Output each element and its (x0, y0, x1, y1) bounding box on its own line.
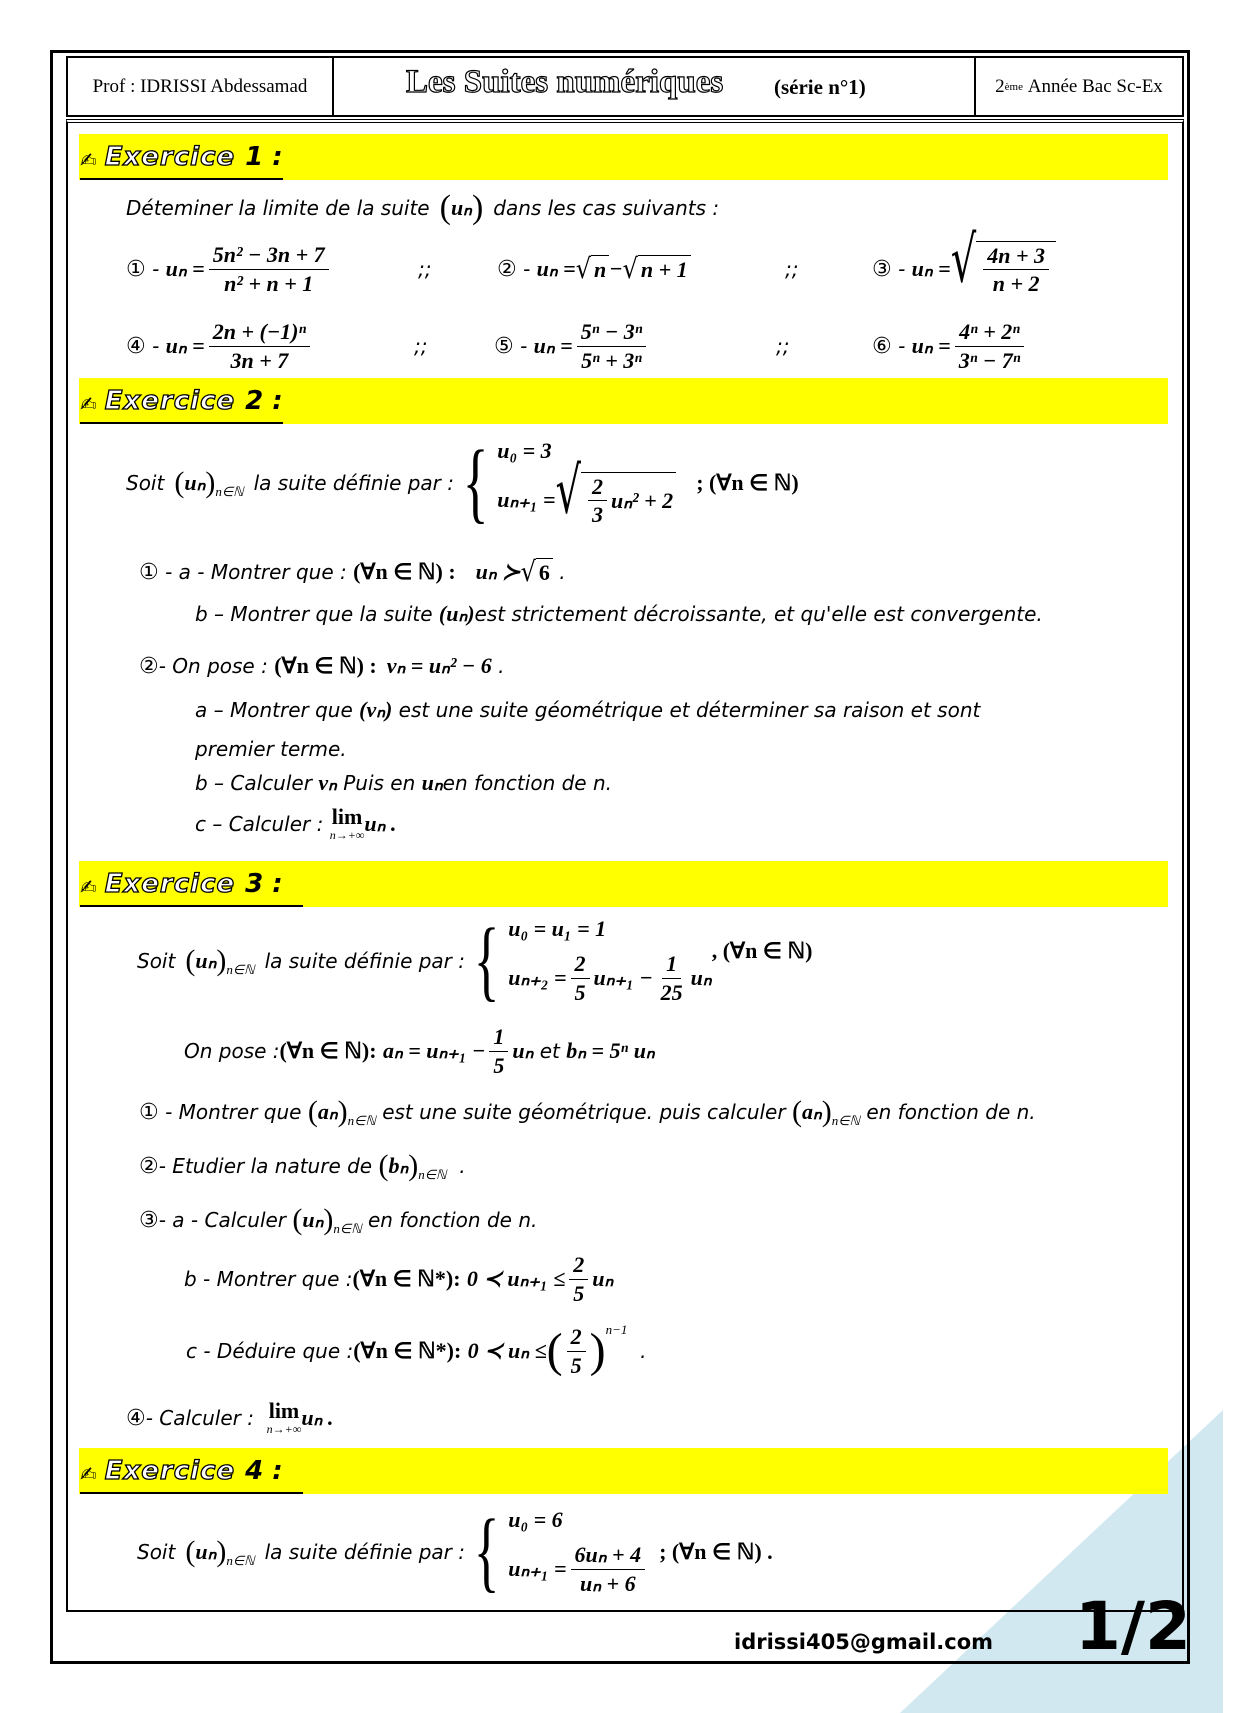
radicand: 6 (536, 558, 553, 586)
text: - (898, 334, 906, 358)
quantifier: ; (∀n ∈ ℕ) (696, 470, 799, 495)
text: c - Déduire que : (186, 1339, 354, 1363)
math: (uₙ) (438, 601, 475, 626)
exponent: n−1 (605, 1322, 628, 1337)
ex1-item-2 (497, 254, 691, 284)
math: bₙ (388, 1153, 409, 1178)
number-marker: ② (139, 1153, 159, 1179)
limit (266, 1397, 302, 1437)
ex1-item-1 (126, 242, 333, 296)
series-label: (série n°1) (774, 75, 866, 99)
math: uₙ (450, 195, 472, 220)
numerator: 1 (489, 1023, 508, 1052)
quantifier: (∀n ∈ ℕ): (279, 1038, 377, 1063)
ex1-item-3 (872, 223, 1056, 297)
index: n∈ℕ (347, 1113, 376, 1128)
math: − (609, 256, 623, 281)
math: uₙ₊₁ = (508, 1556, 567, 1581)
text: Puis en (343, 771, 416, 795)
ex2-definition: Soit ( uₙ ) n∈ℕ la suite définie par : { u₀ = 3 uₙ₊₁ = √ $\frac{2}{3}$ uₙ² + 2 ; (∀n ∈ ℕ) (126, 433, 799, 532)
number-marker: ③ (872, 256, 892, 282)
ex3-q1: ① - Montrer que ( aₙ ) n∈ℕ est une suite géométrique. puis calculer ( aₙ ) n∈ℕ en fonction de n. (139, 1095, 1036, 1128)
text: - (520, 334, 528, 358)
separator: ;; (785, 257, 799, 281)
quantifier: ; (∀n ∈ ℕ) . (659, 1539, 773, 1564)
page-number: 1/2 (1075, 1588, 1191, 1665)
title-text: Exercice (104, 869, 236, 899)
math: uₙ . (301, 1405, 334, 1430)
math: aₙ (801, 1099, 822, 1124)
text: - Calculer : (145, 1406, 254, 1430)
ex1-intro: Déteminer la limite de la suite ( uₙ ) dans les cas suivants : (126, 189, 720, 226)
text: - Etudier la nature de (158, 1154, 373, 1178)
lim: lim (268, 1397, 300, 1423)
math: uₙ = (536, 256, 576, 281)
fraction (983, 242, 1049, 298)
math: uₙ (195, 948, 217, 973)
text: est une suite géométrique et déterminer sa raison et sont (398, 698, 981, 722)
math: uₙ (592, 1266, 614, 1291)
denominator: 3 (592, 502, 604, 527)
ex3-definition: Soit ( uₙ ) n∈ℕ la suite définie par : { u₀ = u₁ = 1 uₙ₊₂ = $\frac{2}{5}$ uₙ₊₁ − $\frac{1}{25}$ uₙ , (∀n ∈ ℕ) (137, 911, 813, 1010)
math: uₙ . (364, 811, 397, 836)
text: - a - Calculer (158, 1208, 287, 1232)
math: 0 ≺ uₙ ≤ (467, 1338, 547, 1363)
math: uₙ² + 2 (611, 487, 674, 513)
text: - (898, 257, 906, 281)
index: n∈ℕ (831, 1113, 860, 1128)
math: uₙ₊₁ = (497, 487, 556, 512)
index: n∈ℕ (418, 1167, 447, 1182)
ex2-q2: ② - On pose : (∀n ∈ ℕ) : vₙ = uₙ² − 6 . (139, 653, 505, 679)
numerator: 4ⁿ + 2ⁿ (955, 318, 1024, 347)
quantifier: (∀n ∈ ℕ) : (353, 559, 456, 584)
math: vₙ (318, 770, 337, 795)
fraction (577, 318, 647, 374)
sqrt: √ n (576, 255, 610, 283)
numerator: 2 (569, 1251, 588, 1280)
text: - (523, 257, 531, 281)
title-text: Exercice (104, 142, 236, 172)
header-title-cell (334, 58, 976, 115)
pen-icon: ✍ (80, 875, 97, 899)
exercise-4-title (80, 1448, 303, 1494)
numerator: 2 (588, 473, 607, 502)
title-num: 4 : (245, 1456, 283, 1486)
author: Prof : IDRISSI Abdessamad (68, 58, 334, 115)
exercise-3-title (80, 861, 303, 907)
numerator: 4n + 3 (983, 242, 1049, 271)
number-marker: ⑤ (494, 333, 514, 359)
math: uₙ (421, 770, 443, 795)
exercise-2-title (80, 378, 283, 424)
number-marker: ② (497, 256, 517, 282)
text: Déteminer la limite de la suite (126, 196, 430, 220)
limit (329, 803, 365, 843)
ex3-q3b (184, 1252, 614, 1306)
ex4-definition: Soit ( uₙ ) n∈ℕ la suite définie par : { u₀ = 6 uₙ₊₁ = $\frac{\text{6uₙ + 4}}{\text{uₙ + 6}}$ ; (∀n ∈ ℕ) . (137, 1502, 773, 1601)
ex3-q3c: c - Déduire que : (∀n ∈ ℕ*): 0 ≺ uₙ ≤ ( $\frac{2}{5}$ ) n−1 . (186, 1322, 647, 1378)
lim-sub: n→+∞ (329, 827, 365, 842)
text: en fonction de n. (866, 1100, 1036, 1124)
ex3-q3a: ③ - a - Calculer ( uₙ ) n∈ℕ en fonction de n. (139, 1203, 538, 1236)
title-text: Exercice (104, 1456, 236, 1486)
ex1-item-5 (494, 319, 650, 373)
text: On pose : (184, 1039, 280, 1063)
level-num: 2 (995, 75, 1005, 97)
number-marker: ① (139, 1099, 159, 1125)
title-num: 3 : (245, 869, 283, 899)
numerator: 1 (662, 950, 681, 979)
ex1-item-4 (126, 319, 314, 373)
title-text: Exercice (104, 386, 236, 416)
math: uₙ₊₁ − (593, 965, 653, 990)
text: . (559, 560, 566, 584)
separator: ;; (414, 334, 428, 358)
math: uₙ = (533, 333, 573, 358)
radicand: n + 1 (638, 255, 691, 283)
quantifier: (∀n ∈ ℕ) : (274, 653, 377, 678)
number-marker: ① (126, 256, 146, 282)
text: dans les cas suivants : (493, 196, 720, 220)
text: . (640, 1339, 647, 1363)
numerator: 2 (571, 950, 590, 979)
math: uₙ = (911, 333, 951, 358)
ex2-q1b (195, 599, 1043, 629)
ex3-q4 (126, 1397, 334, 1436)
exercise-1-title (80, 134, 283, 180)
math: uₙ = (911, 256, 951, 281)
system (508, 916, 711, 1006)
text: - On pose : (158, 654, 268, 678)
number-marker: ① (139, 559, 159, 585)
number-marker: ② (139, 653, 159, 679)
math: uₙ = (165, 333, 205, 358)
document-title: Les Suites numériques (406, 64, 724, 100)
text: Soit (137, 949, 176, 973)
math: uₙ (512, 1038, 534, 1063)
denominator: 5 (570, 1352, 582, 1378)
text: b - Montrer que : (184, 1267, 353, 1291)
radicand: n (591, 255, 609, 283)
math: uₙ (690, 965, 712, 990)
text: la suite définie par : (253, 471, 455, 495)
pen-icon: ✍ (80, 148, 97, 172)
ex1-item-6 (872, 319, 1028, 373)
ex3-q2: ② - Etudier la nature de ( bₙ ) n∈ℕ . (139, 1149, 466, 1182)
number-marker: ④ (126, 333, 146, 359)
denominator: n² + n + 1 (224, 270, 314, 296)
math: u₀ = 6 (508, 1507, 563, 1532)
numerator: 6uₙ + 4 (571, 1541, 646, 1570)
number-marker: ③ (139, 1207, 159, 1233)
lim-sub: n→+∞ (266, 1421, 302, 1436)
denominator: 5 (574, 979, 586, 1005)
math: u₀ = u₁ = 1 (508, 916, 607, 941)
text: en fonction de n. (442, 771, 612, 795)
level-text: Année Bac Sc-Ex (1027, 75, 1163, 97)
math: bₙ = 5ⁿ uₙ (566, 1038, 655, 1063)
header (66, 56, 1184, 117)
denominator: n + 2 (992, 271, 1040, 296)
numerator: 5n² − 3n + 7 (209, 241, 329, 270)
math: aₙ = uₙ₊₁ − (382, 1038, 486, 1063)
text: est strictement décroissante, et qu'elle est convergente. (474, 602, 1043, 626)
fraction (209, 241, 329, 297)
text: - (152, 257, 160, 281)
denominator: 3n + 7 (230, 347, 289, 373)
ex2-q2c (195, 803, 397, 842)
text: la suite définie par : (264, 1540, 466, 1564)
text: - a - Montrer que : (165, 560, 347, 584)
separator: ;; (776, 334, 790, 358)
fraction (209, 318, 310, 374)
math: uₙ = (165, 256, 205, 281)
level (976, 58, 1182, 115)
ex2-q2a (195, 695, 980, 725)
math: uₙ₊₂ = (508, 965, 567, 990)
numerator: 2 (567, 1323, 586, 1352)
math: uₙ (184, 470, 206, 495)
math: uₙ (195, 1539, 217, 1564)
number-marker: ⑥ (872, 333, 892, 359)
ex2-q2b (195, 768, 612, 798)
lim: lim (331, 803, 363, 829)
math: (vₙ) (359, 697, 393, 722)
quantifier: (∀n ∈ ℕ*): (352, 1266, 461, 1291)
pen-icon: ✍ (80, 392, 97, 416)
text: Soit (137, 1540, 176, 1564)
denominator: uₙ + 6 (580, 1570, 636, 1596)
ex2-q1a: ① - a - Montrer que : (∀n ∈ ℕ) : uₙ ≻ √ 6 . (139, 555, 566, 589)
separator: ;; (418, 257, 432, 281)
denominator: 25 (660, 979, 683, 1005)
math: 0 ≺ uₙ₊₁ ≤ (466, 1266, 566, 1291)
math: uₙ (302, 1207, 324, 1232)
quantifier: , (∀n ∈ ℕ) (711, 938, 813, 963)
sqrt: √ $\frac{4n + 3}{n + 2}$ (951, 241, 1056, 298)
index: n∈ℕ (226, 1553, 255, 1568)
index: n∈ℕ (226, 962, 255, 977)
text: en fonction de n. (368, 1208, 538, 1232)
text: est une suite géométrique. puis calculer (382, 1100, 786, 1124)
fraction (955, 318, 1025, 374)
text: Soit (126, 471, 165, 495)
math: vₙ = uₙ² − 6 (386, 653, 492, 678)
text: . (459, 1154, 466, 1178)
numerator: 5ⁿ − 3ⁿ (577, 318, 647, 347)
ex2-q2a-cont: premier terme. (195, 737, 347, 761)
text: - (152, 334, 160, 358)
pen-icon: ✍ (80, 1462, 97, 1486)
text: la suite définie par : (264, 949, 466, 973)
quantifier: (∀n ∈ ℕ*): (353, 1338, 462, 1363)
ex3-pose (184, 1024, 655, 1078)
text: b – Montrer que la suite (195, 602, 433, 626)
sqrt: √ n + 1 (623, 255, 691, 283)
text: et (539, 1039, 560, 1063)
numerator: 2n + (−1)ⁿ (209, 318, 310, 347)
system: u₀ = 3 uₙ₊₁ = √ $\frac{2}{3}$ uₙ² + 2 (497, 438, 676, 529)
number-marker: ④ (126, 1405, 146, 1431)
index: n∈ℕ (333, 1221, 362, 1236)
math: u₀ = 3 (497, 437, 552, 463)
index: n∈ℕ (215, 484, 244, 499)
text: b – Calculer (195, 771, 312, 795)
system (508, 1507, 649, 1597)
author-email: idrissi405@gmail.com (734, 1630, 994, 1654)
text: a – Montrer que (195, 698, 353, 722)
level-sup: ème (1004, 80, 1023, 93)
denominator: 5 (493, 1052, 505, 1078)
denominator: 3ⁿ − 7ⁿ (958, 347, 1021, 373)
denominator: 5ⁿ + 3ⁿ (581, 347, 642, 373)
title-num: 2 : (245, 386, 283, 416)
denominator: 5 (573, 1280, 585, 1306)
math: aₙ (317, 1099, 338, 1124)
math: uₙ ≻ (475, 559, 521, 584)
text: - Montrer que (165, 1100, 302, 1124)
text: c – Calculer : (195, 812, 324, 836)
title-num: 1 : (245, 142, 283, 172)
